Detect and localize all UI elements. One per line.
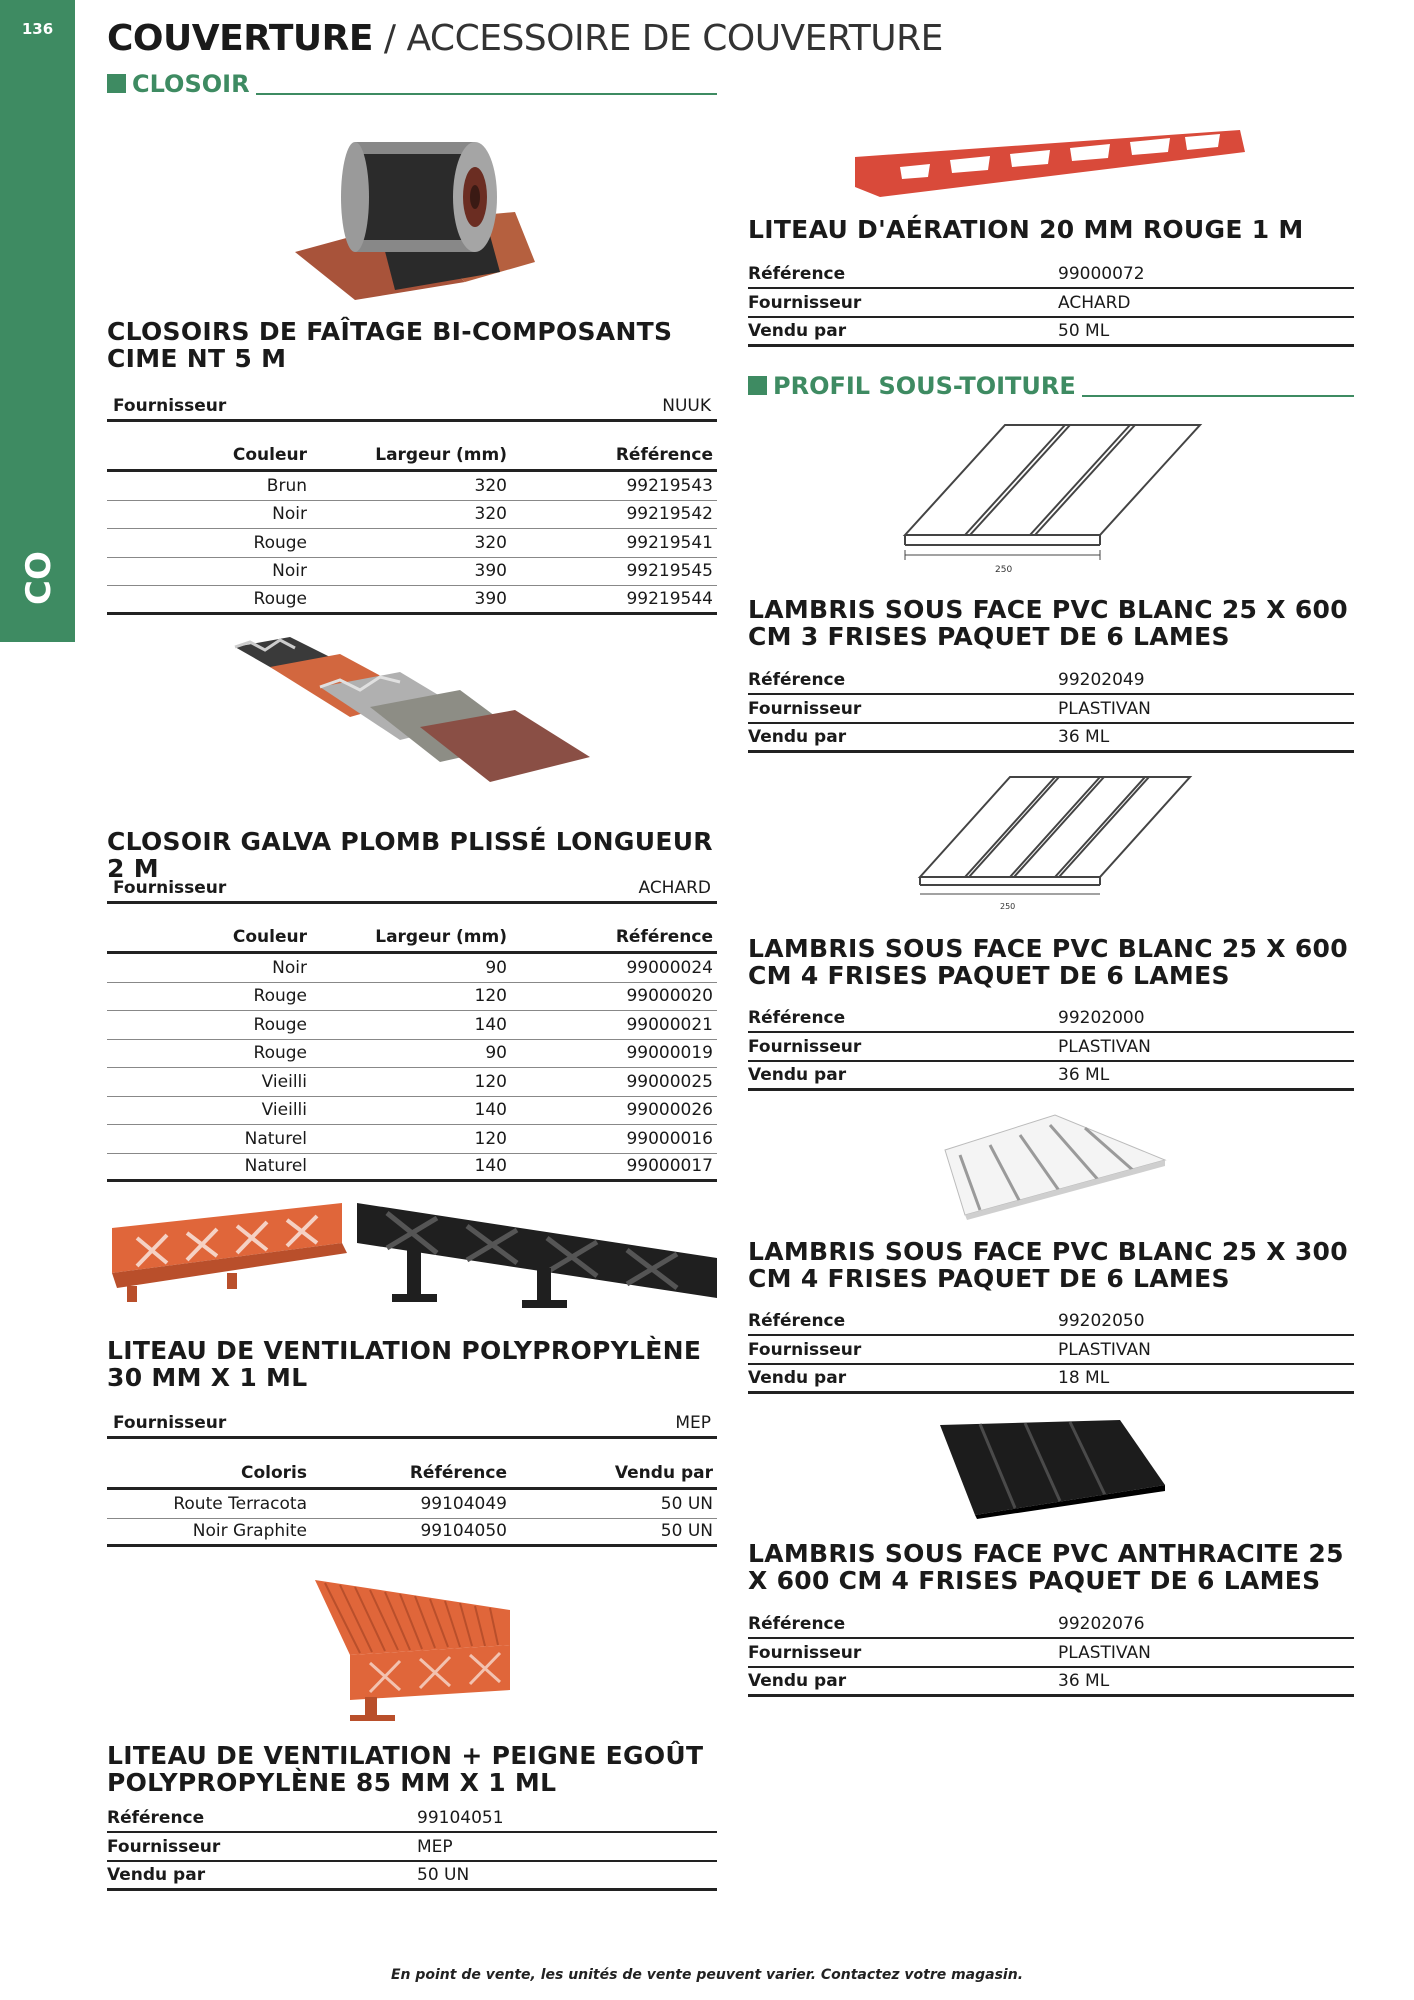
product-specs bbox=[748, 1610, 1354, 1697]
product-title: LITEAU DE VENTILATION POLYPROPYLÈNE 30 MM X 1 ML bbox=[107, 1336, 702, 1392]
section-label: CLOSOIR bbox=[132, 70, 250, 98]
table-row bbox=[107, 954, 717, 983]
spec-value: 36 ML bbox=[1058, 1671, 1110, 1691]
spec-label: Fournisseur bbox=[107, 1836, 221, 1857]
spec-value: PLASTIVAN bbox=[1058, 698, 1151, 719]
table-cell: Noir bbox=[272, 957, 307, 978]
product-supplier bbox=[107, 393, 717, 422]
column-header: Référence bbox=[615, 927, 713, 947]
table-cell: 90 bbox=[485, 957, 507, 978]
ventilation-batten-image bbox=[107, 1198, 717, 1318]
supplier-row bbox=[107, 393, 717, 422]
table-cell: 320 bbox=[474, 532, 507, 553]
spec-value: ACHARD bbox=[1058, 292, 1131, 313]
product-specs bbox=[748, 1004, 1354, 1091]
spec-value: MEP bbox=[417, 1836, 453, 1857]
spec-label: Référence bbox=[748, 669, 846, 690]
table-cell: 99000019 bbox=[626, 1043, 713, 1064]
table-cell: Rouge bbox=[253, 1014, 307, 1035]
spec-row bbox=[748, 1062, 1354, 1091]
column-header: Couleur bbox=[232, 927, 307, 947]
table-row bbox=[107, 472, 717, 501]
supplier-row bbox=[107, 1410, 717, 1439]
table-cell: Route Terracota bbox=[173, 1493, 307, 1514]
page-header bbox=[107, 18, 943, 59]
product-specs bbox=[748, 260, 1354, 347]
product-title: LITEAU DE VENTILATION + PEIGNE EGOÛT POLYPROPYLÈNE 85 MM X 1 ML bbox=[107, 1741, 704, 1797]
supplier-value: MEP bbox=[675, 1413, 711, 1433]
product-title: LAMBRIS SOUS FACE PVC BLANC 25 X 300 CM 4 FRISES PAQUET DE 6 LAMES bbox=[748, 1237, 1348, 1293]
spec-label: Fournisseur bbox=[748, 1339, 862, 1360]
page-footer: En point de vente, les unités de vente peuvent varier. Contactez votre magasin. bbox=[390, 1967, 1024, 1983]
side-category-code: CO bbox=[19, 551, 59, 605]
spec-row bbox=[748, 1610, 1354, 1639]
spec-label: Référence bbox=[748, 1310, 846, 1331]
ridge-roll-image bbox=[285, 122, 545, 302]
spec-label: Fournisseur bbox=[748, 698, 862, 719]
section-label: PROFIL SOUS-TOITURE bbox=[773, 372, 1076, 400]
product-specs bbox=[748, 1307, 1354, 1394]
spec-row bbox=[748, 1365, 1354, 1394]
spec-value: 50 ML bbox=[1058, 321, 1110, 341]
table-cell: Brun bbox=[266, 475, 307, 496]
spec-value: 99000072 bbox=[1058, 263, 1145, 284]
spec-label: Référence bbox=[748, 1007, 846, 1028]
spec-label: Fournisseur bbox=[748, 292, 862, 313]
spec-row bbox=[748, 1336, 1354, 1365]
spec-label: Fournisseur bbox=[748, 1036, 862, 1057]
panel-3-friezes-drawing bbox=[895, 420, 1215, 580]
spec-value: 18 ML bbox=[1058, 1368, 1110, 1388]
column-header: Coloris bbox=[241, 1463, 307, 1483]
spec-label: Référence bbox=[748, 263, 846, 284]
spec-row bbox=[748, 666, 1354, 695]
white-panel-image bbox=[935, 1110, 1170, 1220]
header-main: COUVERTURE bbox=[107, 18, 373, 59]
table-cell: 90 bbox=[485, 1043, 507, 1064]
pleated-strip-image bbox=[230, 632, 600, 792]
table-cell: Vieilli bbox=[261, 1071, 307, 1092]
supplier-row bbox=[107, 875, 717, 904]
spec-label: Vendu par bbox=[748, 1671, 847, 1691]
table-cell: 120 bbox=[474, 986, 507, 1007]
product-table bbox=[107, 920, 717, 1182]
panel-4-friezes-drawing bbox=[910, 772, 1200, 917]
table-cell: Naturel bbox=[244, 1128, 307, 1149]
spec-row bbox=[748, 318, 1354, 347]
side-tab bbox=[0, 0, 75, 642]
table-row bbox=[107, 1068, 717, 1097]
spec-row bbox=[748, 289, 1354, 318]
table-cell: 99000026 bbox=[626, 1100, 713, 1121]
table-row bbox=[107, 983, 717, 1012]
spec-label: Référence bbox=[748, 1613, 846, 1634]
spec-value: 36 ML bbox=[1058, 1065, 1110, 1085]
spec-value: 99104051 bbox=[417, 1807, 504, 1828]
table-cell: 99000016 bbox=[626, 1128, 713, 1149]
batten-comb-image bbox=[310, 1575, 520, 1725]
table-row bbox=[107, 558, 717, 587]
table-cell: Rouge bbox=[253, 1043, 307, 1064]
spec-row bbox=[107, 1833, 717, 1862]
table-header bbox=[107, 438, 717, 472]
supplier-label: Fournisseur bbox=[113, 396, 227, 416]
product-title: LITEAU D'AÉRATION 20 MM ROUGE 1 M bbox=[748, 215, 1304, 244]
product-specs bbox=[107, 1804, 717, 1891]
table-cell: Noir bbox=[272, 561, 307, 582]
spec-row bbox=[748, 1004, 1354, 1033]
supplier-label: Fournisseur bbox=[113, 878, 227, 898]
supplier-label: Fournisseur bbox=[113, 1413, 227, 1433]
table-cell: Rouge bbox=[253, 986, 307, 1007]
table-header bbox=[107, 920, 717, 954]
page-number: 136 bbox=[21, 20, 54, 38]
table-cell: 320 bbox=[474, 475, 507, 496]
table-cell: Vieilli bbox=[261, 1100, 307, 1121]
table-cell: 320 bbox=[474, 504, 507, 525]
product-title: CLOSOIR GALVA PLOMB PLISSÉ LONGUEUR 2 M bbox=[107, 827, 713, 883]
table-cell: 99219541 bbox=[626, 532, 713, 553]
spec-label: Vendu par bbox=[107, 1865, 206, 1885]
product-title: LAMBRIS SOUS FACE PVC BLANC 25 X 600 CM 3 FRISES PAQUET DE 6 LAMES bbox=[748, 595, 1348, 651]
table-cell: 99000025 bbox=[626, 1071, 713, 1092]
section-marker bbox=[748, 376, 767, 395]
product-title: LAMBRIS SOUS FACE PVC BLANC 25 X 600 CM 4 FRISES PAQUET DE 6 LAMES bbox=[748, 934, 1348, 990]
table-row bbox=[107, 1011, 717, 1040]
product-supplier bbox=[107, 875, 717, 904]
table-cell: Rouge bbox=[253, 532, 307, 553]
spec-value: PLASTIVAN bbox=[1058, 1339, 1151, 1360]
product-table bbox=[107, 438, 717, 615]
table-cell: 120 bbox=[474, 1128, 507, 1149]
table-row bbox=[107, 1125, 717, 1154]
column-header: Référence bbox=[409, 1463, 507, 1483]
table-cell: 99000017 bbox=[626, 1156, 713, 1177]
table-cell: 120 bbox=[474, 1071, 507, 1092]
spec-value: 50 UN bbox=[417, 1865, 470, 1885]
spec-row bbox=[748, 260, 1354, 289]
product-supplier bbox=[107, 1410, 717, 1439]
table-cell: 99000021 bbox=[626, 1014, 713, 1035]
column-header: Largeur (mm) bbox=[375, 927, 507, 947]
spec-value: PLASTIVAN bbox=[1058, 1036, 1151, 1057]
spec-value: 99202049 bbox=[1058, 669, 1145, 690]
header-sub: / ACCESSOIRE DE COUVERTURE bbox=[372, 18, 943, 59]
table-cell: 99219543 bbox=[626, 475, 713, 496]
table-cell: Noir Graphite bbox=[192, 1521, 307, 1542]
product-table bbox=[107, 1456, 717, 1547]
table-cell: 140 bbox=[474, 1100, 507, 1121]
table-cell: 99104050 bbox=[420, 1521, 507, 1542]
table-cell: 390 bbox=[474, 561, 507, 582]
spec-label: Vendu par bbox=[748, 321, 847, 341]
column-header: Référence bbox=[615, 445, 713, 465]
table-cell: 99219544 bbox=[626, 588, 713, 609]
column-header: Vendu par bbox=[614, 1463, 713, 1483]
table-cell: 99000024 bbox=[626, 957, 713, 978]
table-row bbox=[107, 501, 717, 530]
section-profil bbox=[748, 374, 1354, 398]
supplier-value: NUUK bbox=[662, 396, 711, 416]
product-title: LAMBRIS SOUS FACE PVC ANTHRACITE 25 X 600 CM 4 FRISES PAQUET DE 6 LAMES bbox=[748, 1539, 1344, 1595]
section-closoir bbox=[107, 72, 717, 96]
spec-label: Vendu par bbox=[748, 1065, 847, 1085]
table-cell: Noir bbox=[272, 504, 307, 525]
spec-value: 36 ML bbox=[1058, 727, 1110, 747]
spec-value: 99202000 bbox=[1058, 1007, 1145, 1028]
section-rule bbox=[1082, 395, 1354, 397]
column-header: Largeur (mm) bbox=[375, 445, 507, 465]
product-title: CLOSOIRS DE FAÎTAGE BI-COMPOSANTS CIME NT 5 M bbox=[107, 317, 673, 373]
spec-row bbox=[748, 1033, 1354, 1062]
spec-row bbox=[748, 695, 1354, 724]
spec-label: Vendu par bbox=[748, 1368, 847, 1388]
table-row bbox=[107, 586, 717, 615]
spec-label: Fournisseur bbox=[748, 1642, 862, 1663]
table-cell: 390 bbox=[474, 588, 507, 609]
spec-label: Référence bbox=[107, 1807, 205, 1828]
table-header bbox=[107, 1456, 717, 1490]
table-cell: 140 bbox=[474, 1014, 507, 1035]
table-cell: 99219545 bbox=[626, 561, 713, 582]
table-cell: 99000020 bbox=[626, 986, 713, 1007]
anthracite-panel-image bbox=[935, 1415, 1170, 1520]
table-row bbox=[107, 1097, 717, 1126]
column-header: Couleur bbox=[232, 445, 307, 465]
supplier-value: ACHARD bbox=[638, 878, 711, 898]
spec-row bbox=[748, 724, 1354, 753]
spec-value: 99202076 bbox=[1058, 1613, 1145, 1634]
section-rule bbox=[256, 93, 717, 95]
spec-row bbox=[107, 1804, 717, 1833]
table-row bbox=[107, 1040, 717, 1069]
spec-row bbox=[748, 1668, 1354, 1697]
dimension-label: 250 bbox=[995, 565, 1013, 575]
table-cell: 50 UN bbox=[660, 1521, 713, 1542]
table-cell: Rouge bbox=[253, 588, 307, 609]
table-cell: Naturel bbox=[244, 1156, 307, 1177]
aeration-batten-image bbox=[850, 122, 1250, 202]
dimension-label: 250 bbox=[1000, 902, 1016, 911]
table-row bbox=[107, 1519, 717, 1548]
spec-value: 99202050 bbox=[1058, 1310, 1145, 1331]
product-specs bbox=[748, 666, 1354, 753]
table-cell: 99219542 bbox=[626, 504, 713, 525]
table-row bbox=[107, 529, 717, 558]
table-row bbox=[107, 1154, 717, 1183]
spec-value: PLASTIVAN bbox=[1058, 1642, 1151, 1663]
spec-row bbox=[748, 1307, 1354, 1336]
spec-row bbox=[107, 1862, 717, 1891]
spec-label: Vendu par bbox=[748, 727, 847, 747]
table-row bbox=[107, 1490, 717, 1519]
table-cell: 99104049 bbox=[420, 1493, 507, 1514]
table-cell: 140 bbox=[474, 1156, 507, 1177]
spec-row bbox=[748, 1639, 1354, 1668]
section-marker bbox=[107, 74, 126, 93]
table-cell: 50 UN bbox=[660, 1493, 713, 1514]
